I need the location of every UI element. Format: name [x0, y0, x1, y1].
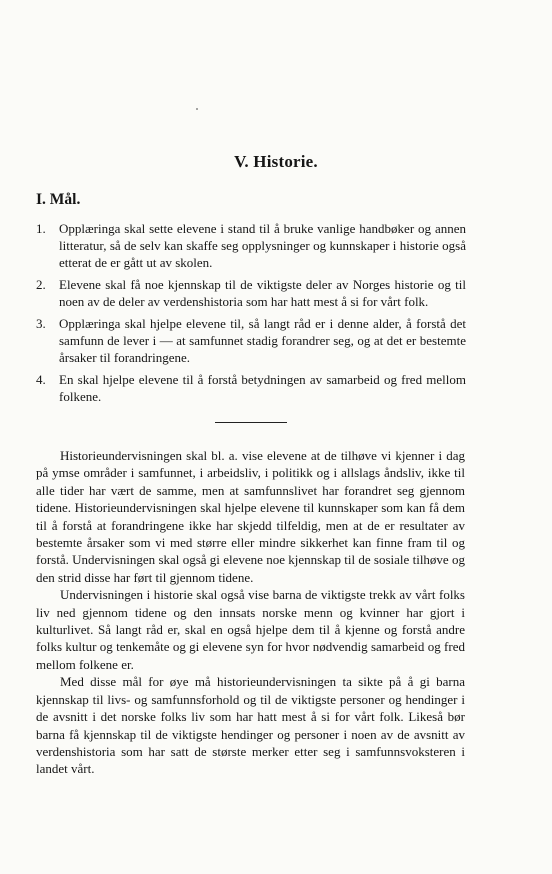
goal-item	[36, 276, 466, 310]
body-text	[36, 447, 465, 778]
section-heading: I. Mål.	[36, 191, 81, 208]
body-paragraph: Med disse mål for øye må historieundervisningen ta sikte på å gi barna kjennskap til livs- og samfunnsforhold og til de viktigste personer og hendinger i de avsnitt i det norske folks liv som har hatt mest å si for vårt folk. Likeså bør barna få kjennskap til de viktigste hendinger og personer i noen av de avsnitt av verdenshistoria som har satt de største merker etter seg i samfunnsvoksteren i landet vårt.	[36, 674, 465, 777]
section-divider	[215, 422, 287, 423]
goal-item	[36, 371, 466, 405]
body-paragraph: Historieundervisningen skal bl. a. vise elevene at de tilhøve vi kjenner i dag på ymse områder i samfunnet, i arbeidsliv, i politikk og i allslags åndsliv, ikke til alle tider har vært de samme, men at samfunnslivet har forandret seg gjennom tidene. Historieundervisningen skal hjelpe elevene til kunnskaper som kan få dem til å forstå at forandringene ikke har skjedd tilfeldig, men at de er resultater av bestemte årsaker som vi med større eller mindre sikkerhet kan finne fram til og forstå. Undervisningen skal også gi elevene noe kjennskap til de sosiale tilhøve og den strid disse har ført til gjennom tidene.	[36, 448, 465, 585]
goal-number: 1.	[36, 221, 46, 236]
goal-text: En skal hjelpe elevene til å forstå betydningen av samarbeid og fred mellom folkene.	[59, 372, 466, 404]
goal-text: Opplæringa skal sette elevene i stand til å bruke vanlige handbøker og annen litteratur, så de selv kan skaffe seg opplysninger og kunnskaper i historie også etterat de er gått ut av skolen.	[59, 221, 466, 270]
goals-list	[36, 220, 466, 410]
goal-text: Elevene skal få noe kjennskap til de viktigste deler av Norges historie og til noen av de deler av verdenshistoria som har hatt mest å si for vårt folk.	[59, 277, 466, 309]
goal-item	[36, 315, 466, 366]
speck-mark	[196, 108, 198, 110]
goal-text: Opplæringa skal hjelpe elevene til, så langt råd er i denne alder, å forstå det samfunn de lever i — at samfunnet stadig forandrer seg, og at det er bestemte årsaker til forandringene.	[59, 316, 466, 365]
page-title: V. Historie.	[234, 152, 318, 171]
goal-number: 3.	[36, 316, 46, 331]
body-paragraph: Undervisningen i historie skal også vise barna de viktigste trekk av vårt folks liv ned gjennom tidene og den innsats norske menn og kvinner har gjort i kulturlivet. Så langt råd er, skal en også hjelpe dem til å kjenne og forstå andre folks kultur og tenkemåte og gi elevene syn for hvor nødvendig samarbeid og fred mellom folkene er.	[36, 587, 465, 672]
goal-item	[36, 220, 466, 271]
goal-number: 2.	[36, 277, 46, 292]
goal-number: 4.	[36, 372, 46, 387]
